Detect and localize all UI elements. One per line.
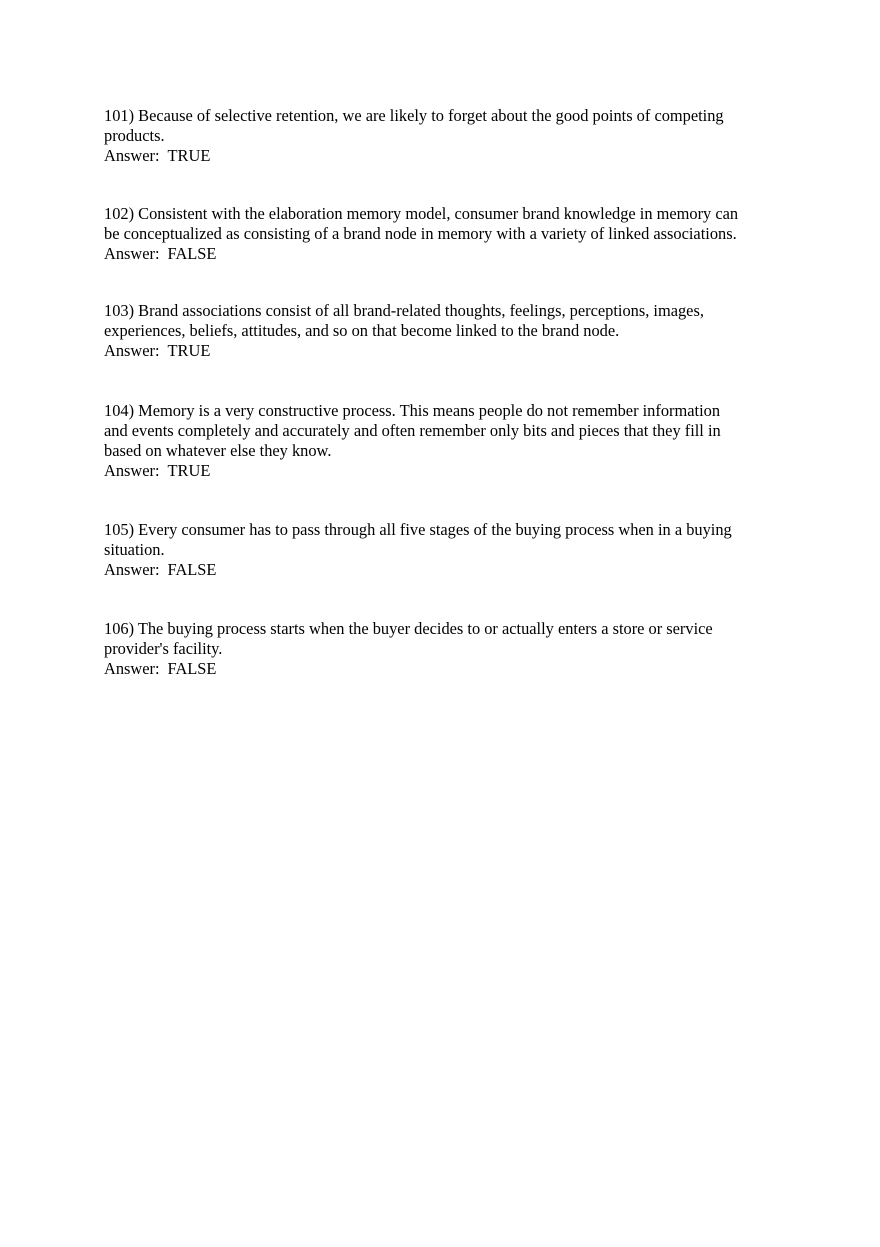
question-text-line: and events completely and accurately and often remember only bits and pieces that they fill in xyxy=(104,421,721,440)
answer-value: TRUE xyxy=(167,146,211,165)
question-text-line: 102) Consistent with the elaboration memory model, consumer brand knowledge in memory can xyxy=(104,204,739,223)
answer-row xyxy=(104,341,784,361)
answer-value: FALSE xyxy=(167,659,217,678)
question-101 xyxy=(104,106,784,166)
question-104 xyxy=(104,401,784,481)
question-text-line: based on whatever else they know. xyxy=(104,441,332,460)
answer-value: TRUE xyxy=(167,341,211,360)
answer-value: TRUE xyxy=(167,461,211,480)
answer-value: FALSE xyxy=(167,244,217,263)
answer-label: Answer: xyxy=(104,659,160,678)
question-text-line: 105) Every consumer has to pass through all five stages of the buying process when in a buying xyxy=(104,520,732,539)
question-text-line: 103) Brand associations consist of all brand-related thoughts, feelings, perceptions, images, xyxy=(104,301,704,320)
answer-label: Answer: xyxy=(104,560,160,579)
answer-row xyxy=(104,146,784,166)
answer-label: Answer: xyxy=(104,146,160,165)
question-text-line: provider's facility. xyxy=(104,639,223,658)
answer-row xyxy=(104,244,784,264)
question-102 xyxy=(104,204,784,264)
answer-row xyxy=(104,461,784,481)
question-text-line: situation. xyxy=(104,540,165,559)
question-text-line: be conceptualized as consisting of a brand node in memory with a variety of linked associations. xyxy=(104,224,737,243)
question-105 xyxy=(104,520,784,580)
answer-row xyxy=(104,560,784,580)
answer-value: FALSE xyxy=(167,560,217,579)
question-text-line: experiences, beliefs, attitudes, and so on that become linked to the brand node. xyxy=(104,321,620,340)
answer-row xyxy=(104,659,784,679)
answer-label: Answer: xyxy=(104,341,160,360)
question-text-line: products. xyxy=(104,126,165,145)
question-106 xyxy=(104,619,784,679)
question-text-line: 104) Memory is a very constructive process. This means people do not remember information xyxy=(104,401,721,420)
question-text-line: 101) Because of selective retention, we are likely to forget about the good points of competing xyxy=(104,106,724,125)
answer-label: Answer: xyxy=(104,244,160,263)
answer-label: Answer: xyxy=(104,461,160,480)
question-text-line: 106) The buying process starts when the buyer decides to or actually enters a store or service xyxy=(104,619,713,638)
question-103 xyxy=(104,301,784,361)
